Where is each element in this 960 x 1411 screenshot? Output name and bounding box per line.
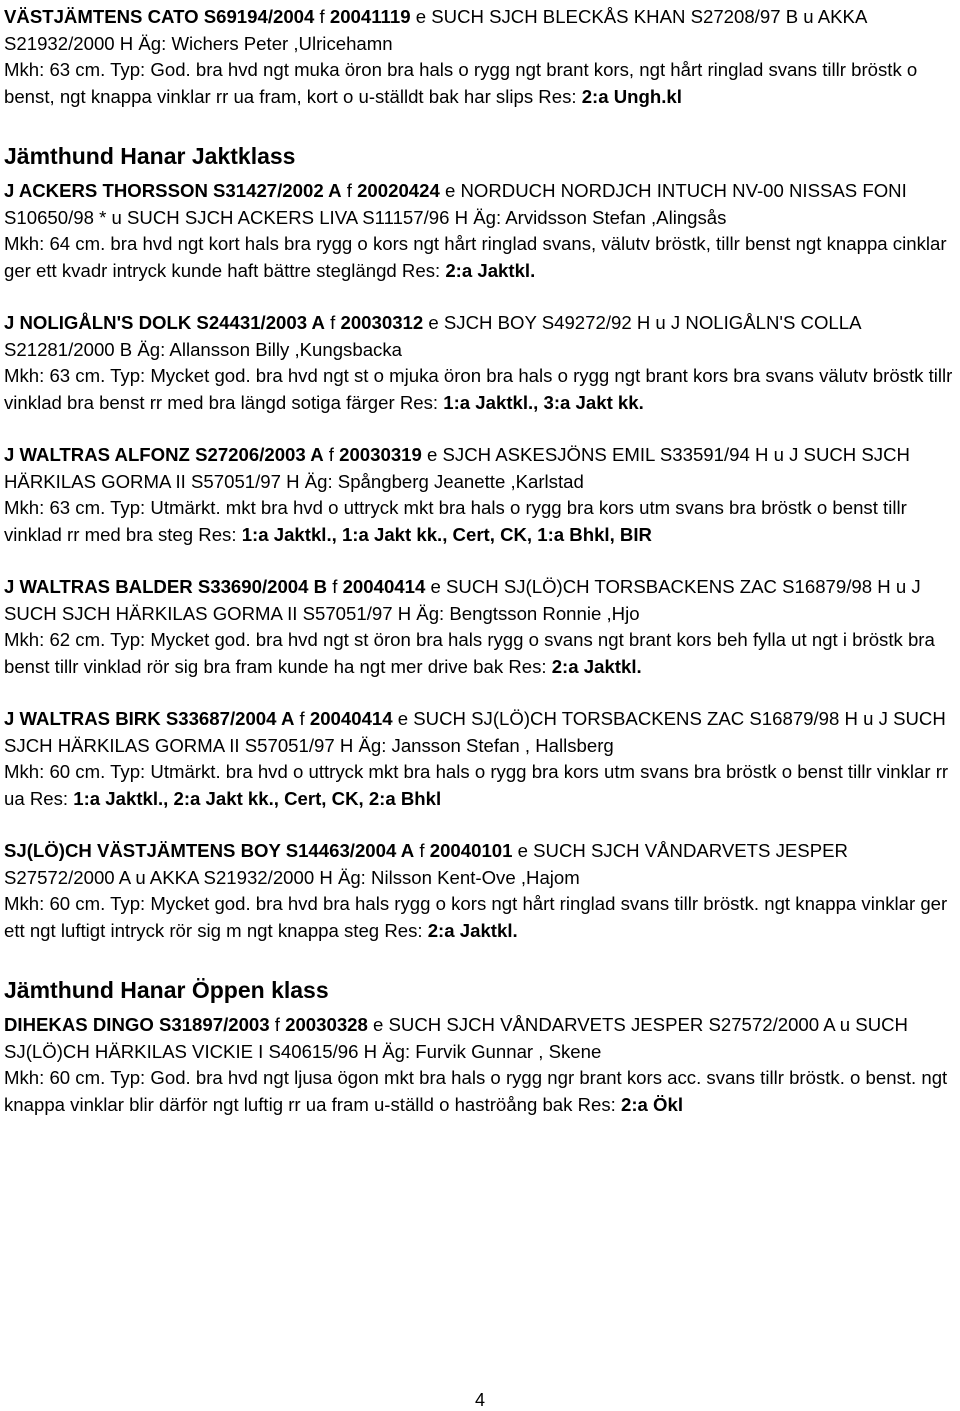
lineage-owner: e SJCH BOY S49272/92 H u J NOLIGÅLN'S COLLA S21281/2000 B Äg: Allansson Billy ,Kungsbacka [4,312,861,360]
birth-date: 20030328 [285,1014,368,1035]
birth-prefix: f [327,576,343,597]
critique-text: Mkh: 63 cm. Typ: God. bra hvd ngt muka öron bra hals o rygg ngt brant kors, ngt hårt ringlad svans tillr bröstk o benst, ngt knappa vinklar rr ua fram, kort o u-ställdt bak har slips Res: [4,59,918,107]
birth-date: 20040101 [429,840,513,861]
spacer [4,548,958,574]
dog-name: DIHEKAS DINGO S31897/2003 [4,1014,270,1035]
spacer [4,416,958,442]
result-text: 1:a Jaktkl., 2:a Jakt kk., Cert, CK, 2:a Bhkl [73,787,442,809]
critique-text: Mkh: 63 cm. Typ: Utmärkt. mkt bra hvd o uttryck mkt bra hals o rygg bra kors utm svans bra bröstk o benst tillr vinklad rr med bra steg Res: [4,497,907,545]
critique-text: Mkh: 60 cm. Typ: Mycket god. bra hvd bra hals rygg o kors ngt hårt ringlad svans tillr bröstk. ngt knappa vinklar ger ett ngt luftigt intryck rör sig m ngt knappa steg Res: [4,893,948,941]
spacer [4,812,958,838]
dog-entry [4,838,958,944]
birth-date: 20030319 [339,444,422,465]
dog-name: J WALTRAS BALDER S33690/2004 B [4,576,328,597]
dog-entry [4,442,958,548]
birth-prefix: f [294,708,310,729]
critique-text: Mkh: 63 cm. Typ: Mycket god. bra hvd ngt st o mjuka öron bra hals o rygg ngt brant kors bra svans välutv bröstk tillr vinklad bra benst rr med bra längd sotiga färger Res: [4,365,953,413]
critique-text: Mkh: 60 cm. Typ: God. bra hvd ngt ljusa ögon mkt bra hals o rygg ngr brant kors acc. svans tillr bröstk. o benst. ngt knappa vinklar blir därför ngt luftig rr ua fram u-ställd o haströång bak Res: [4,1067,948,1115]
dog-entry [4,4,958,110]
dog-entry [4,310,958,416]
lineage-owner: e SUCH SJCH BLECKÅS KHAN S27208/97 B u AKKA S21932/2000 H Äg: Wichers Peter ,Ulricehamn [4,6,867,54]
dog-entry [4,574,958,680]
dog-name: SJ(LÖ)CH VÄSTJÄMTENS BOY S14463/2004 A [4,840,415,861]
result-text: 2:a Ungh.kl [581,85,682,107]
birth-date: 20041119 [329,6,411,27]
birth-date: 20030312 [340,312,424,333]
critique-text: Mkh: 64 cm. bra hvd ngt kort hals bra rygg o kors ngt hårt ringlad svans, välutv bröstk, tillr benst ngt knappa cinklar ger ett kvadr intryck kunde haft bättre steglängd Res: [4,233,947,281]
spacer [4,944,958,970]
dog-name: J ACKERS THORSSON S31427/2002 A [4,180,342,201]
spacer [4,680,958,706]
birth-date: 20020424 [357,180,440,201]
birth-prefix: f [324,312,341,333]
dog-entry [4,706,958,812]
lineage-owner: e SUCH SJ(LÖ)CH TORSBACKENS ZAC S16879/98 H u J SUCH SJCH HÄRKILAS GORMA II S57051/97 H Äg: Bengtsson Ronnie ,Hjo [4,576,921,624]
dog-entry [4,178,958,284]
class-heading: Jämthund Hanar Öppen klass [4,977,329,1003]
result-text: 1:a Jaktkl., 3:a Jakt kk. [443,391,644,413]
birth-prefix: f [269,1014,286,1035]
birth-prefix: f [314,6,330,27]
critique-text: Mkh: 62 cm. Typ: Mycket god. bra hvd ngt st öron bra hals rygg o svans ngt brant kors beh fylla ut ngt i bröstk bra benst tillr vinklad rör sig bra fram kunde ha ngt mer drive bak Res: [4,629,935,677]
dog-name: J NOLIGÅLN'S DOLK S24431/2003 A [4,312,325,333]
spacer [4,284,958,310]
lineage-owner: e SUCH SJ(LÖ)CH TORSBACKENS ZAC S16879/98 H u J SUCH SJCH HÄRKILAS GORMA II S57051/97 H Äg: Jansson Stefan , Hallsberg [4,708,946,756]
lineage-owner: e SUCH SJCH VÅNDARVETS JESPER S27572/2000 A u SUCH SJ(LÖ)CH HÄRKILAS VICKIE I S40615/96 H Äg: Furvik Gunnar , Skene [4,1014,908,1062]
result-text: 2:a Jaktkl. [445,259,536,281]
spacer [4,110,958,136]
class-heading: Jämthund Hanar Jaktklass [4,143,296,169]
result-text: 2:a Jaktkl. [551,655,642,677]
dog-entry [4,1012,958,1118]
lineage-owner: e NORDUCH NORDJCH INTUCH NV-00 NISSAS FONI S10650/98 * u SUCH SJCH ACKERS LIVA S11157/96 H Äg: Arvidsson Stefan ,Alingsås [4,180,907,228]
document-page [4,4,958,1118]
dog-name: J WALTRAS BIRK S33687/2004 A [4,708,295,729]
result-text: 2:a Jaktkl. [427,919,518,941]
birth-prefix: f [414,840,430,861]
birth-prefix: f [341,180,358,201]
birth-date: 20040414 [309,708,393,729]
birth-prefix: f [323,444,340,465]
lineage-owner: e SUCH SJCH VÅNDARVETS JESPER S27572/2000 A u AKKA S21932/2000 H Äg: Nilsson Kent-Ove ,Hajom [4,840,848,888]
result-text: 2:a Ökl [621,1093,684,1115]
lineage-owner: e SJCH ASKESJÖNS EMIL S33591/94 H u J SUCH SJCH HÄRKILAS GORMA II S57051/97 H Äg: Spångberg Jeanette ,Karlstad [4,444,910,492]
dog-name: VÄSTJÄMTENS CATO S69194/2004 [4,6,315,27]
dog-name: J WALTRAS ALFONZ S27206/2003 A [4,444,324,465]
page-number: 4 [474,1390,485,1410]
birth-date: 20040414 [342,576,426,597]
critique-text: Mkh: 60 cm. Typ: Utmärkt. bra hvd o uttryck mkt bra hals o rygg bra kors utm svans bra bröstk o benst tillr vinklar rr ua Res: [4,761,949,809]
result-text: 1:a Jaktkl., 1:a Jakt kk., Cert, CK, 1:a Bhkl, BIR [241,523,652,545]
